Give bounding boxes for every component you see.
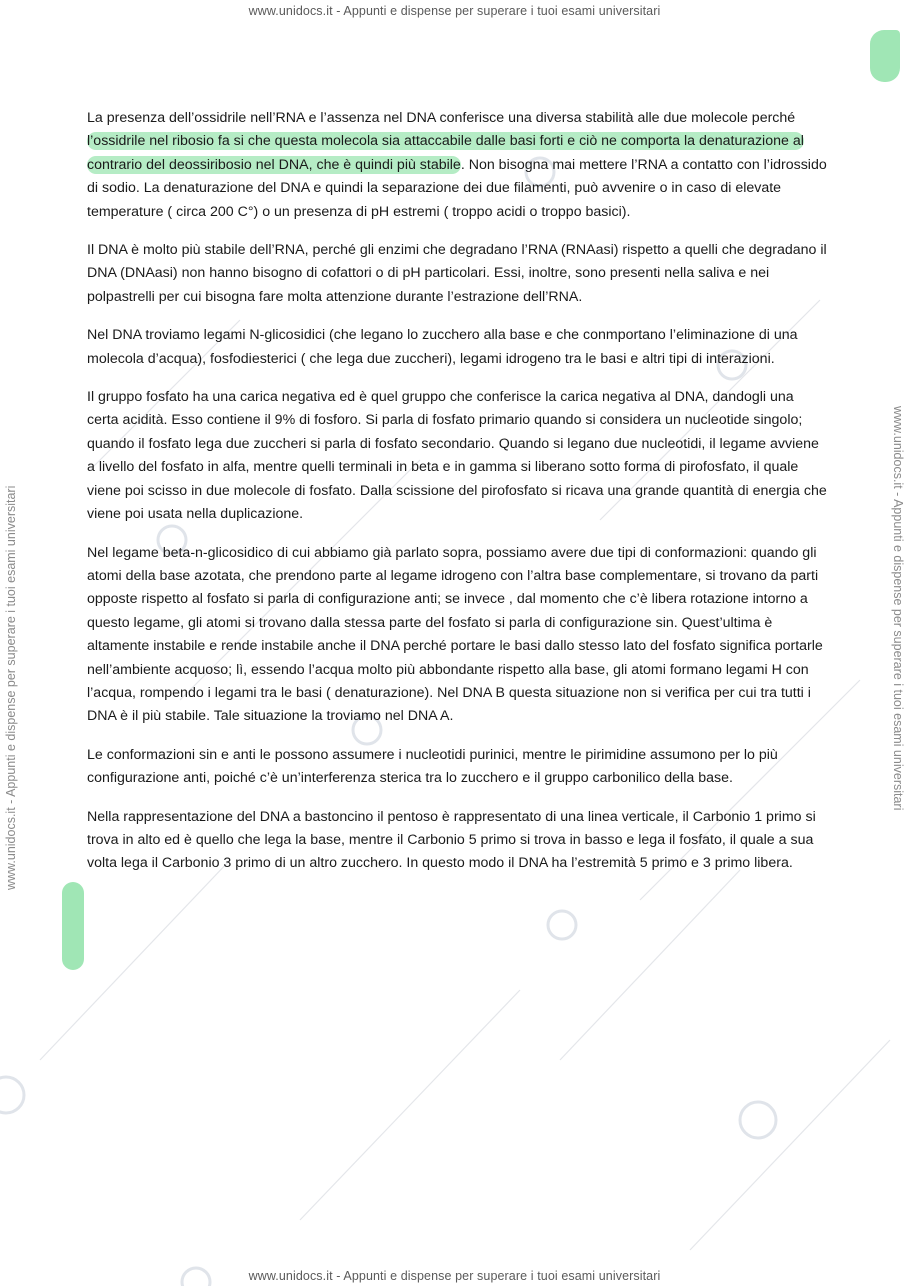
left-side-watermark: www.unidocs.it - Appunti e dispense per superare i tuoi esami universitari [4,485,18,890]
paragraph-sin-anti: Le conformazioni sin e anti le possono assumere i nucleotidi purinici, mentre le pirimidine assumono per lo più configurazione anti, poiché c’è un’interferenza sterica tra lo zucchero e il gruppo carbonilico della base. [87,746,778,787]
paragraph-1-text: La presenza dell’ossidrile nell’RNA e l’assenza nel DNA conferisce una diversa stabilità alle due molecole perché [87,110,796,126]
paragraph-stability [87,107,827,224]
right-side-watermark: www.unidocs.it - Appunti e dispense per superare i tuoi esami universitari [891,406,905,811]
paragraph-representation: Nella rappresentazione del DNA a bastoncino il pentoso è rappresentato di una linea verticale, il Carbonio 1 primo si trova in alto ed è quello che lega la base, mentre il Carbonio 5 primo si trova in basso e lega il fosfato, il quale a sua volta lega il Carbonio 3 primo di un altro zucchero. In questo modo il DNA ha l’estremità 5 primo e 3 primo libera. [87,808,816,872]
document-body [87,107,827,891]
paragraph-conformations: Nel legame beta-n-glicosidico di cui abbiamo già parlato sopra, possiamo avere due tipi di conformazioni: quando gli atomi della base azotata, che prendono parte al legame idrogeno con l’altra base complementare, si trovano da parti opposte rispetto al fosfato si parla di configurazione anti; se invece , dal momento che c’è libera rotazione intorno a questo legame, gli atomi si trovano dalla stessa parte del fosfato si parla di configurazione sin. Quest’ultima è altamente instabile e rende instabile anche il DNA perché portare le basi dallo stesso lato del fosfato significa portarle nell’ambiente acquoso; lì, essendo l’acqua molto più abbondante rispetto alla base, gli atomi formano legami H con l’acqua, rompendo i legami tra le basi ( denaturazione). Nel DNA B questa situazione non si verifica per cui tra tutti i DNA è il più stabile. Tale situazione la troviamo nel DNA A. [87,544,823,725]
paragraph-phosphate: Il gruppo fosfato ha una carica negativa ed è quel gruppo che conferisce la carica negativa al DNA, dandogli una certa acidità. Esso contiene il 9% di fosforo. Si parla di fosfato primario quando si considera un nucleotide singolo; quando il fosfato lega due zuccheri si parla di fosfato secondario. Quando si legano due nucleotidi, il legame avviene a livello del fosfato in alfa, mentre quelli terminali in beta e in gamma si liberano sotto forma di pirofosfato, il quale viene poi scisso in due molecole di fosfato. Dalla scissione del pirofosfato si ricava una grande quantità di energia che viene poi usata nella duplicazione. [87,389,827,523]
highlighted-text: l’ossidrile nel ribosio fa si che questa molecola sia attaccabile dalle basi forti e ciò ne comporta la denaturazione al contrario del deossiribosio nel DNA, che è quindi più stabile [87,133,804,173]
paragraph-1-text-end: . Non bisogna mai mettere l’RNA a contatto con l’idrossido di sodio. La denaturazione del DNA e quindi la separazione dei due filamenti, può avvenire o in caso di elevate temperature ( circa 200 C°) o un presenza di pH estremi ( troppo acidi o troppo basici). [87,156,827,220]
header-watermark: www.unidocs.it - Appunti e dispense per superare i tuoi esami universitari [248,4,661,18]
footer-watermark: www.unidocs.it - Appunti e dispense per superare i tuoi esami universitari [248,1269,661,1283]
paragraph-enzymes: Il DNA è molto più stabile dell’RNA, perché gli enzimi che degradano l’RNA (RNAasi) rispetto a quelli che degradano il DNA (DNAasi) non hanno bisogno di cofattori o di pH particolari. Essi, inoltre, sono presenti nella saliva e nei polpastrelli per cui bisogna fare molta attenzione durante l’estrazione dell’RNA. [87,242,827,305]
paragraph-bonds: Nel DNA troviamo legami N-glicosidici (che legano lo zucchero alla base e che conmportano l’eliminazione di una molecola d’acqua), fosfodiesterici ( che lega due zuccheri), legami idrogeno tra le basi e altri tipi di interazioni. [87,327,798,367]
highlighter-mark-left [62,882,84,970]
highlighter-mark-top-right [870,30,900,82]
